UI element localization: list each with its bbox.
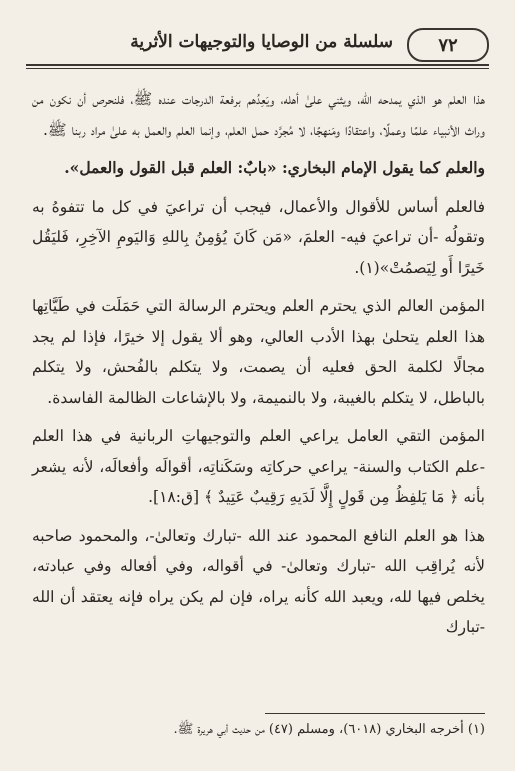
paragraph: المؤمن العالم الذي يحترم العلم ويحترم الرسالة التي حَمَلَت في طَيَّاتِها هذا العلم يتحلىٰ بهذا الأدب العالي، وهو ألا يقول إلا خيرًا، فإذا لم يجد مجالًا لكلمة الحق فعليه أن يصمت، ولا يتكلم بالفُحش، ولا يتكلم بالباطل، لا يتكلم بالغيبة، ولا بالنميمة، ولا بالإشاعات الظالمة الفاسدة. <box>32 297 485 407</box>
paragraph: هذا هو العلم النافع المحمود عند الله -تبارك وتعالىٰ-، والمحمود صاحبه لأنه يُراقِب الله -تبارك وتعالىٰ- في أقواله، وفي أفعاله وفي عبادته، يخلص فيها لله، ويعبد الله كأنه يراه، فإن لم يكن يراه فإنه يعتقد أن الله -تبارك <box>32 526 485 636</box>
footnote-divider <box>265 713 485 714</box>
page-number-badge: ٧٢ <box>407 28 489 62</box>
footnote: (١) أخرجه البخاري (٦٠١٨)، ومسلم (٤٧) من حديث أبي هريرة ﷺ. <box>173 722 485 737</box>
paragraph: فالعلم أساس للأقوال والأعمال، فيجب أن تراعيَ في كل ما تتفوهُ به وتقولُه -أن تراعيَ فيه- العلمَ، «مَن كَانَ يُؤمِنُ بِاللهِ وَاليَومِ الآخِرِ، فَليَقُل خَيرًا أَو لِيَصمُتْ»(١). <box>32 197 485 277</box>
header-rule-thin <box>26 68 489 69</box>
paragraph: المؤمن التقي العامل يراعي العلم والتوجيهاتِ الربانية في هذا العلم -علم الكتاب والسنة- يراعي حركاتِه وسَكَناتِه، أقوالَه وأفعالَه، لأنه يشعر بأنه ﴿ مَا يَلفِظُ مِن قَولٍ إِلَّا لَدَيهِ رَقِيبٌ عَتِيدٌ ﴾ [ق:١٨]. <box>32 427 485 506</box>
header-rule <box>26 64 489 66</box>
page-header <box>26 24 489 68</box>
paragraph-bukhari-quote: والعلم كما يقول الإمام البخاري: «بابٌ: العلم قبل القول والعمل». <box>64 158 485 177</box>
body-text <box>32 84 485 651</box>
series-title: سلسلة من الوصايا والتوجيهات الأثرية <box>130 32 393 52</box>
paragraph: هذا العلم هو الذي يمدحه الله، ويثني علىٰ أهله، ويَعِدُهم برفعة الدرجات عنده ﷺ، فلنحرص أن نكون من وراث الأنبياء علمًا وعملًا، واعتقادًا ومَنهجًا، لا مُجرَّد حمل العلم، وإنما العلم والعمل به علىٰ مراد ربنا ﷺ. <box>32 90 485 139</box>
